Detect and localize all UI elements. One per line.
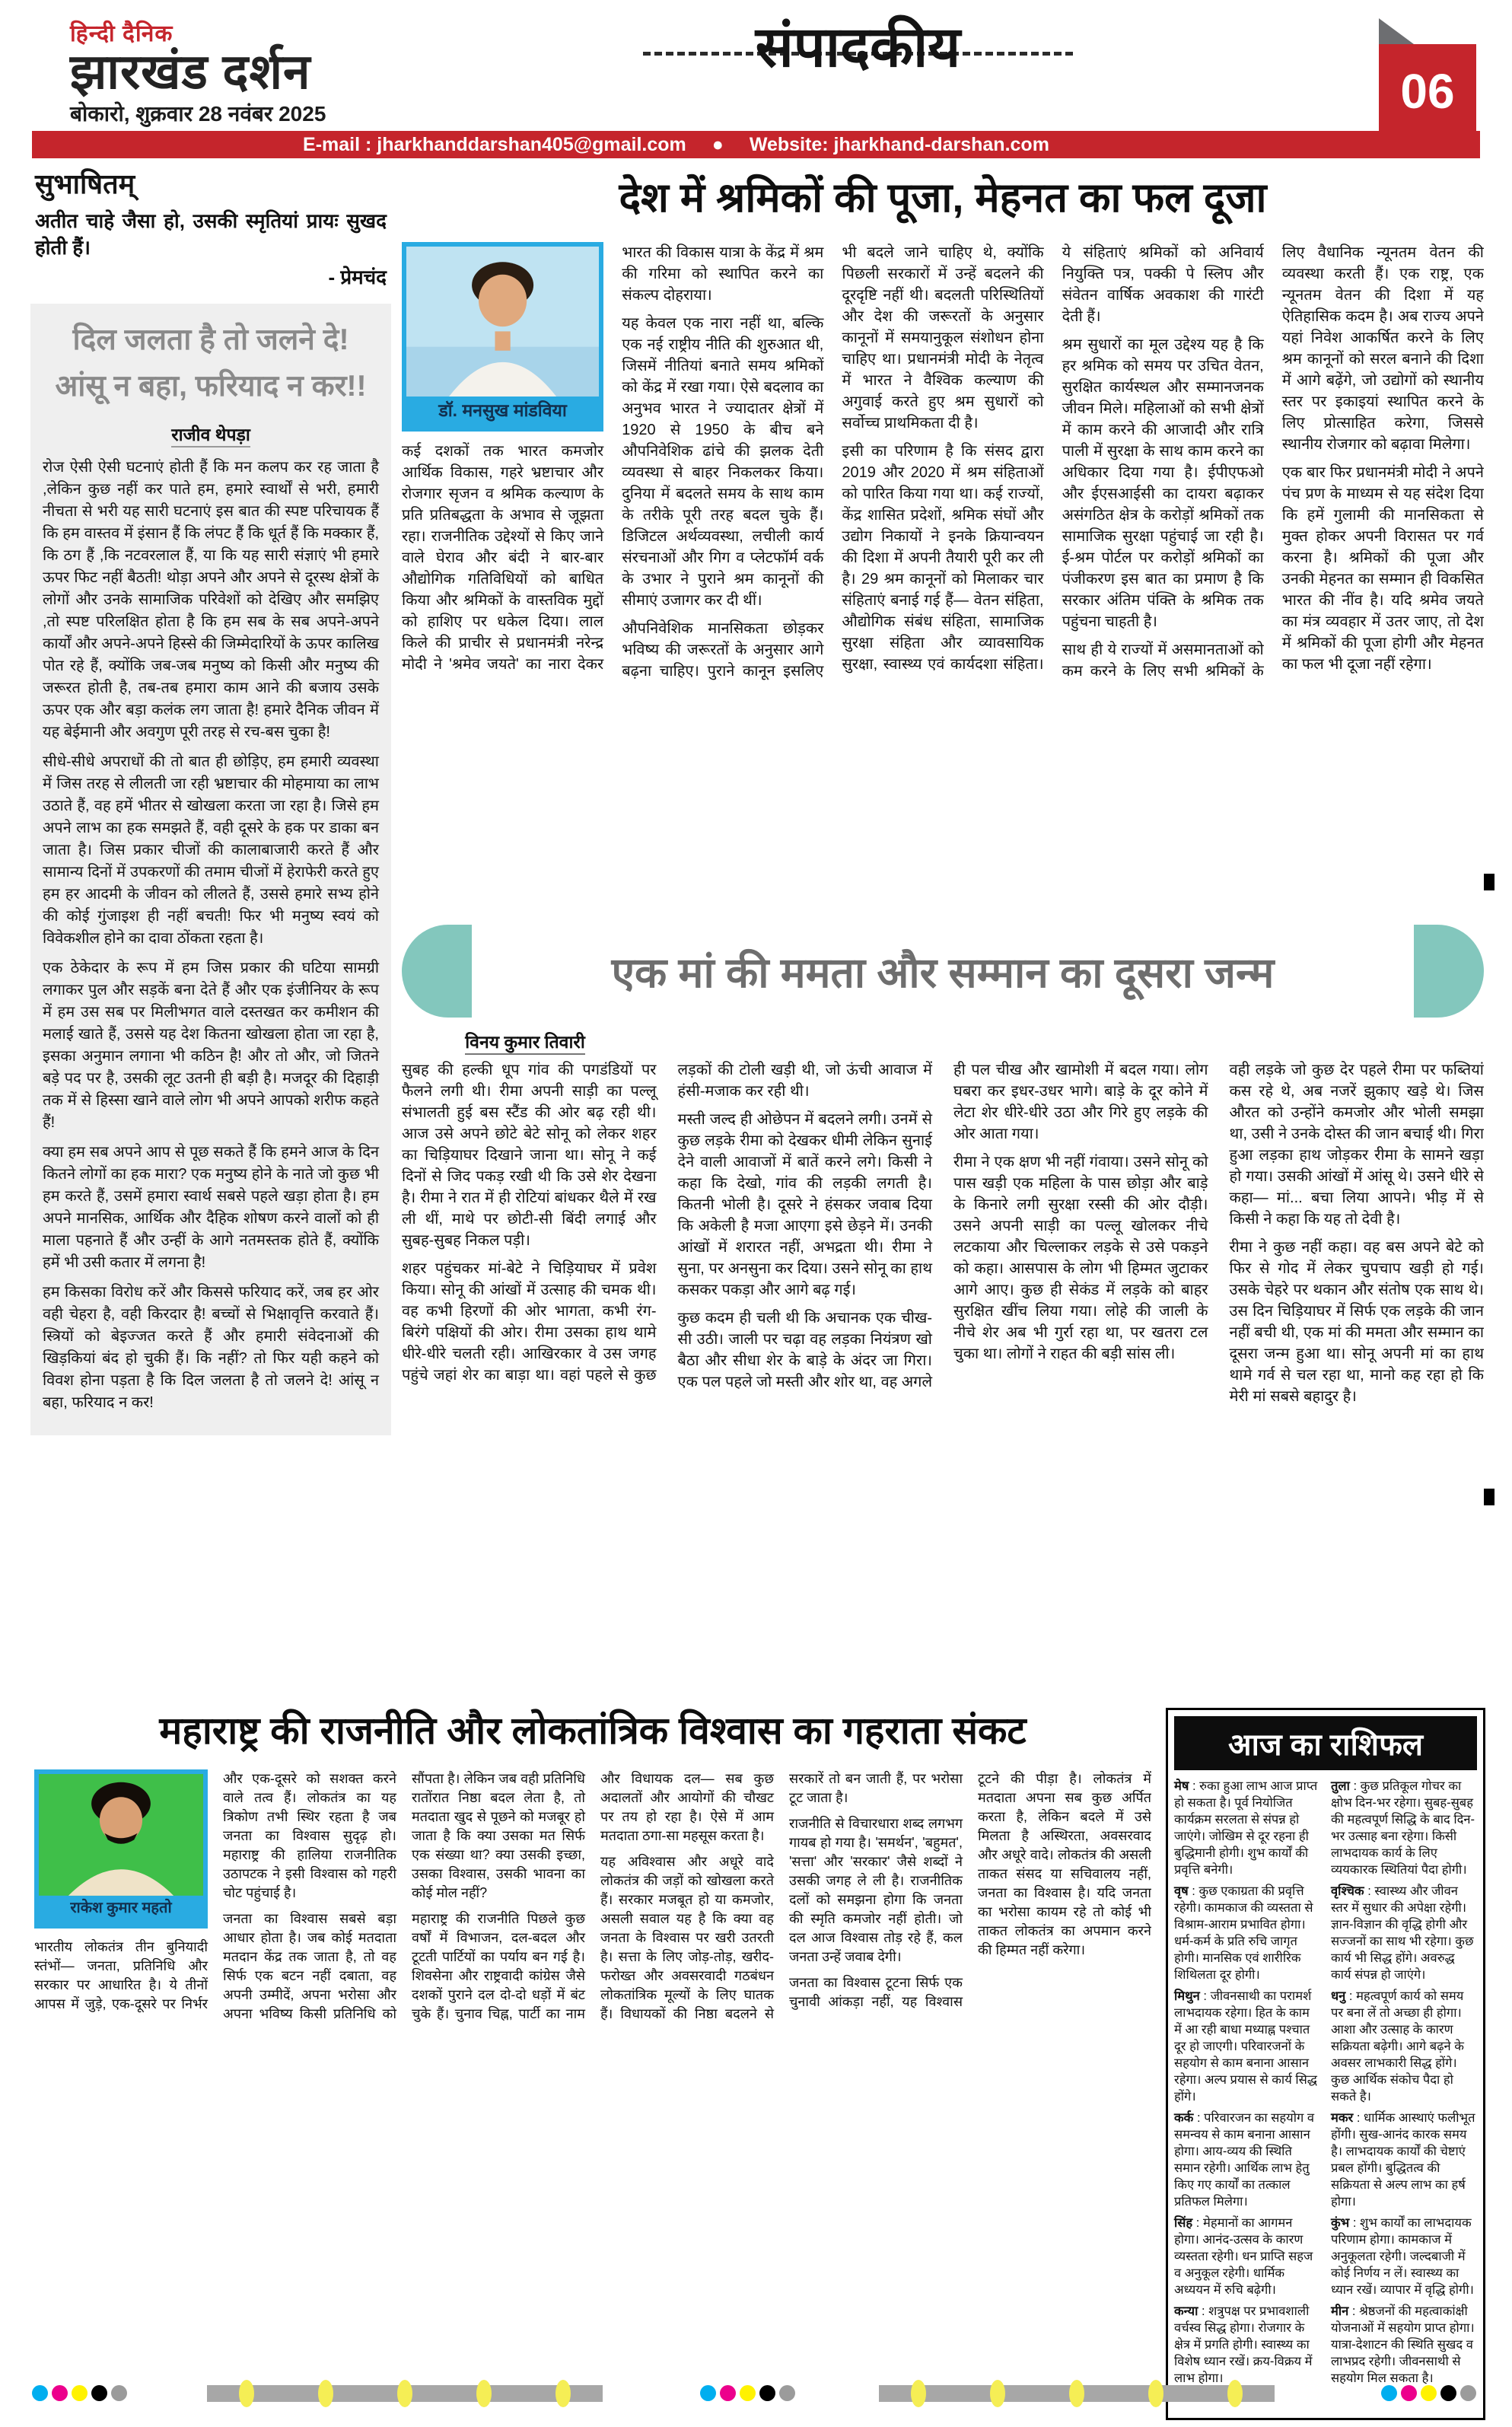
zodiac-sign: मकर bbox=[1331, 2111, 1354, 2125]
author-photo-card bbox=[402, 242, 603, 432]
section-title: संपादकीय bbox=[755, 15, 961, 78]
pull-quote: दिल जलता है तो जलने दे! आंसू न बहा, फरियाद न कर!! bbox=[55, 323, 367, 403]
paragraph: भारतीय लोकतंत्र तीन बुनियादी स्तंभों— जनता, प्रतिनिधि और सरकार पर आधारित है। ये तीनों आपस में जुड़े, एक-दूसरे पर निर्भर और एक-दूसरे को सशक्त करने वाले तत्व हैं। लोकतंत्र का यह त्रिकोण तभी स्थिर रहता है जब जनता का विश्वास सुदृढ़ हो। महाराष्ट्र की हालिया राजनीतिक उठापटक ने इसी विश्वास को गहरी चोट पहुंचाई है। bbox=[34, 1771, 396, 2011]
paragraph: रीमा ने कुछ नहीं कहा। वह बस अपने बेटे को फिर से गोद में लेकर चुपचाप खड़ी हो गई। उसके चेहरे पर थकान और संतोष एक साथ थे। उस दिन चिड़ियाघर में सिर्फ एक लड़के की जान नहीं बची थी, एक मां की ममता और सम्मान का दूसरा जन्म हुआ था। सोनू अपनी मां का हाथ थामे गर्व से चल रहा था, मानो कह रहा हो कि मेरी मां सबसे बहादुर है। bbox=[1229, 1239, 1484, 1405]
zodiac-sign: मीन bbox=[1331, 2304, 1349, 2318]
website-link[interactable]: Website: jharkhand-darshan.com bbox=[749, 133, 1049, 155]
cmyk-dots bbox=[1381, 2385, 1476, 2401]
paragraph: रीमा ने एक क्षण भी नहीं गंवाया। उसने सोनू को पास खड़ी एक महिला के पास छोड़ा और बाड़े के किनारे लगी सुरक्षा रस्सी की ओर दौड़ी। उसने अपनी साड़ी का पल्लू खोलकर नीचे लटकाया और चिल्लाकर लड़के से उसे पकड़ने को कहा। आसपास के लोग भी हिम्मत जुटाकर आगे आए। कुछ ही सेकंड में लड़के को बाहर सुरक्षित खींच लिया गया। लोहे की जाली के नीचे शेर अब भी गुर्रा रहा था, पर खतरा टल चुका था। लोगों ने राहत की बड़ी सांस ली। bbox=[953, 1154, 1208, 1362]
print-mark bbox=[1484, 1489, 1494, 1505]
section-title-block bbox=[643, 6, 1073, 105]
bullet-icon: ● bbox=[711, 133, 724, 155]
paragraph: सीधे-सीधे अपराधों की तो बात ही छोड़िए, हम हमारी व्यवस्था में जिस तरह से लीलती जा रही भ्रष्टाचार की मोहमाया का लाभ उठाते हैं, वह हमें भीतर से खोखला करता जा रहा है। जिसे हम अपने लाभ का हक समझते हैं, वही दूसरे के हक पर डाका बन जाता है। जिस प्रकार चीजों की कालाबाजारी करते हैं और सामान्य दिनों में उपकरणों की तमाम चीजों में हेराफेरी करते हुए हम हर आदमी के जीवन को लीलते हैं, उससे हमारे सभ्य होने की कोई गुंजाइश ही नहीं बचती! फिर भी मनुष्य स्वयं को विवेकशील होने का दावा ठोंकता रहता है। bbox=[43, 753, 379, 948]
paragraph: वही लड़के जो कुछ देर पहले रीमा पर फब्तियां कस रहे थे, अब नजरें झुकाए खड़े थे। जिस औरत को उन्होंने कमजोर और भोली समझा था, उसी ने उनके दोस्त की जान बचाई थी। गिरा हुआ लड़का हाथ जोड़कर रीमा के सामने खड़ा हो गया। उसकी आंखों में आंसू थे। उसने धीरे से कहा— मां... बचा लिया आपने। भीड़ में से किसी ने कहा कि यह तो देवी है। bbox=[1229, 1062, 1484, 1228]
paragraph: राजनीति से विचारधारा शब्द लगभग गायब हो गया है। 'समर्थन', 'बहुमत', 'सत्ता' और 'सरकार' जैसे शब्दों ने उसकी जगह ले ली है। राजनीतिक दलों को समझना होगा कि जनता की स्मृति कमजोर नहीं होती। जो दल आज विश्वास तोड़ रहे हैं, कल जनता उन्हें जवाब देगी। bbox=[789, 1816, 963, 1964]
author-photo-card bbox=[34, 1769, 208, 1929]
author-photo-caption: डॉ. मनसुख मांडविया bbox=[406, 397, 599, 427]
page-number: 06 bbox=[1400, 64, 1455, 119]
horoscope-entry: मिथुन : जीवनसाथी का परामर्श लाभदायक रहेगा। हित के काम में आ रही बाधा मध्याह्न पश्चात दूर हो जाएगी। परिवारजनों के सहयोग से काम बनाना आसान रहेगा। अल्प प्रयास से कार्य सिद्ध होंगे। bbox=[1174, 1989, 1317, 2104]
paragraph: रोज ऐसी ऐसी घटनाएं होती हैं कि मन कलप कर रह जाता है ,लेकिन कुछ नहीं कर पाते हम, हमारे स्वार्थों से भरी, हमारी नीचता से भरी यह सारी घटनाएं इस बात की स्पष्ट परिचायक हैं कि हम वास्तव में इंसान हैं कि लंपट हैं कि धूर्त हैं कि मक्कार हैं, कि ठग हैं ,कि नटवरलाल हैं, या कि यह सारी संज्ञाएं भी हमारे ऊपर फिट नहीं बैठती! थोड़ा अपने और अपने से दूरस्थ क्षेत्रों के लोगों और उनके सामाजिक परिवेशों को देखिए और समझिए ,तो स्पष्ट परिलक्षित होता है कि हम सब के सब अपने-अपने कार्यों और अपने-अपने हिस्से की जिम्मेदारियों के ऊपर कालिख पोत रहे हैं, क्योंकि जब-जब मनुष्य को किसी और मनुष्य की जरूरत होती है, तब-तब हमारा काम आने की बजाय उसके ऊपर एक और बड़ा कलंक लग जाता है! हमारे दैनिक जीवन में यह बेईमानी और अवगुण पूरी तरह से रच-बस चुका है! bbox=[43, 459, 379, 741]
third-headline: महाराष्ट्र की राजनीति और लोकतांत्रिक विश्वास का गहराता संकट bbox=[159, 1709, 1027, 1752]
zodiac-sign: वृश्चिक bbox=[1331, 1884, 1364, 1898]
paragraph: कई दशकों तक भारत कमजोर आर्थिक विकास, गहरे भ्रष्टाचार और रोजगार सृजन व श्रमिक कल्याण के प्रति प्रतिबद्धता के अभाव से जूझता रहा। राजनीतिक उद्देश्यों से किए जाने वाले घेराव और बंदी ने बार-बार औद्योगिक गतिविधियों को बाधित किया और श्रमिकों के वास्तविक मुद्दों को हाशिए पर धकेल दिया। लाल किले की प्राचीर से प्रधानमंत्री नरेन्द्र मोदी ने 'श्रमेव जयते' का नारा देकर भारत की विकास यात्रा के केंद्र में श्रम की गरिमा को स्थापित करने का संकल्प दोहराया। bbox=[402, 244, 824, 674]
horoscope-entry: कर्क : परिवारजन का सहयोग व समन्वय से काम बनाना आसान होगा। आय-व्यय की स्थिति समान रहेगी। आर्थिक लाभ हेतु किए गए कार्यों का तत्काल प्रतिफल मिलेगा। bbox=[1174, 2111, 1315, 2209]
horoscope-box bbox=[1166, 1708, 1485, 2420]
paragraph: यह केवल एक नारा नहीं था, बल्कि एक नई राष्ट्रीय नीति की शुरुआत थी, जिसमें नीतियां बनाते समय श्रमिकों को केंद्र में रखा गया। ऐसे बदलाव का अनुभव भारत ने ज्यादातर क्षेत्रों में 1920 से 1950 के बीच बने औपनिवेशिक ढांचे की झलक देती व्यवस्था से बाहर निकलकर किया। दुनिया में बदलते समय के साथ काम के तरीके पूरी तरह बदल चुके हैं। डिजिटल अर्थव्यवस्था, लचीली कार्य संरचनाओं और गिग व प्लेटफॉर्म वर्क के उभार ने पुराने श्रम कानूनों की सीमाएं उजागर कर दी थीं। bbox=[622, 315, 824, 609]
paragraph: कुछ कदम ही चली थी कि अचानक एक चीख-सी उठी। जाली पर चढ़ा वह लड़का नियंत्रण खो बैठा और सीधा शेर के बाड़े के अंदर जा गिरा। एक पल पहले जो मस्ती और शोर था, वह अगले ही पल चीख और खामोशी में बदल गया। लोग घबरा कर इधर-उधर भागे। बाड़े के दूर कोने में लेटा शेर धीरे-धीरे उठा और गिरे हुए लड़के की ओर आता गया। bbox=[677, 1062, 1208, 1390]
paragraph: एक ठेकेदार के रूप में हम जिस प्रकार की घटिया सामग्री लगाकर पुल और सड़कें बना देते हैं और एक इंजीनियर के रूप में हम उस सब पर मिलीभगत वाले दस्तखत कर कमीशन की मलाई खाते हैं, उससे यह देश कितना खोखला होता जा रहा है, इसका अनुमान लगाना भी कठिन है! और तो और, जो जितने बड़े पद पर है, उसकी लूट उतनी ही बड़ी है। मजदूर की दिहाड़ी तक में से हिस्सा खाने वाले लोग भी अपने आपको शरीफ कहते हैं! bbox=[43, 960, 379, 1132]
paragraph: महाराष्ट्र की राजनीति पिछले कुछ वर्षों में विभाजन, दल-बदल और टूटती पार्टियों का पर्याय बन गई है। शिवसेना और राष्ट्रवादी कांग्रेस जैसे दशकों पुराने दल दो-दो धड़ों में बंट चुके हैं। चुनाव चिह्न, पार्टी का नाम और विधायक दल— सब कुछ अदालतों और आयोगों की चौखट पर तय हो रहा है। ऐसे में आम मतदाता ठगा-सा महसूस करता है। bbox=[412, 1771, 774, 2021]
paragraph: एक बार फिर प्रधानमंत्री मोदी ने अपने पंच प्रण के माध्यम से यह संदेश दिया कि हमें गुलामी की मानसिकता से मुक्त होकर अपनी विरासत पर गर्व करना है। श्रमिकों की पूजा और उनकी मेहनत का सम्मान ही विकसित भारत की नींव है। यदि श्रमेव जयते का मंत्र व्यवहार में उतर जाए, तो देश में श्रमिकों की पूजा होगी और मेहनत का फल भी दूजा नहीं रहेगा। bbox=[1281, 464, 1484, 673]
horoscope-entry: मीन : श्रेष्ठजनों की महत्वाकांक्षी योजनाओं में सहयोग प्राप्त होगा। यात्रा-देशाटन की स्थिति सुखद व लाभप्रद रहेगी। जीवनसाथी से सहयोग मिल सकता है। bbox=[1331, 2304, 1475, 2385]
zodiac-sign: धनु bbox=[1331, 1989, 1346, 2003]
zodiac-sign: कुंभ bbox=[1331, 2216, 1350, 2230]
horoscope-entry: कुंभ : शुभ कार्यों का लाभदायक परिणाम होगा। कामकाज में अनुकूलता रहेगी। जल्दबाजी में कोई निर्णय न लें। स्वास्थ्य का ध्यान रखें। व्यापार में वृद्धि होगी। bbox=[1331, 2216, 1474, 2297]
zodiac-sign: तुला bbox=[1331, 1779, 1350, 1793]
paragraph: हम किसका विरोध करें और किससे फरियाद करें, जब हर ओर वही चेहरा है, वही किरदार है! बच्चों से भिक्षावृत्ति करवाते हैं। स्त्रियों को बेइज्जत करते हैं और हमारी संवेदनाओं की खिड़कियां बंद हो चुकी हैं। कि नहीं? तो फिर यही कहने को विवश होना पड़ता है कि दिल जलता है तो जलने दे! आंसू न बहा, फरियाद न कर! bbox=[43, 1284, 379, 1412]
paragraph: श्रम सुधारों का मूल उद्देश्य यह है कि हर श्रमिक को समय पर उचित वेतन, सुरक्षित कार्यस्थल और सम्मानजनक जीवन मिले। महिलाओं को सभी क्षेत्रों में काम करने की आजादी और रात्रि पाली में सुरक्षा के साथ काम करने का अधिकार दिया गया है। ईपीएफओ और ईएसआईसी का दायरा बढ़ाकर असंगठित क्षेत्र के करोड़ों श्रमिकों तक सामाजिक सुरक्षा पहुंचाई जा रही है। ई-श्रम पोर्टल पर करोड़ों श्रमिकों का पंजीकरण इस बात का प्रमाण है कि सरकार अंतिम पंक्ति के श्रमिक तक पहुंचना चाहती है। bbox=[1062, 336, 1264, 630]
author-photo bbox=[39, 1774, 203, 1896]
zodiac-sign: सिंह bbox=[1174, 2216, 1193, 2230]
registration-bar bbox=[207, 2385, 603, 2402]
second-article-body bbox=[402, 1059, 1484, 1659]
paragraph: जनता का विश्वास टूटना सिर्फ एक चुनावी आंकड़ा नहीं, यह विश्वास टूटने की पीड़ा है। लोकतंत्र में मतदाता अपना सब कुछ अर्पित करता है, लेकिन बदले में उसे मिलता है अस्थिरता, अवसरवाद और अधूरे वादे। लोकतंत्र की असली ताकत संसद या सचिवालय नहीं, जनता का विश्वास है। यदि जनता का भरोसा कायम रहे तो कोई भी ताकत लोकतंत्र का अपमान करने की हिम्मत नहीं करेगा। bbox=[789, 1771, 1151, 2009]
paragraph: क्या हम सब अपने आप से पूछ सकते हैं कि हमने आज के दिन कितने लोगों का हक मारा? एक मनुष्य होने के नाते जो कुछ भी हम करते हैं, उसमें हमारा स्वार्थ सबसे पहले खड़ा होता है। हम अपने मानसिक, आर्थिक और दैहिक शोषण करने वालों को ही माला पहनाते हैं और उन्हीं के आगे नतमस्तक होते हैं, क्योंकि हमें भी उसी कतार में लगना है! bbox=[43, 1144, 379, 1272]
paragraph: सुबह की हल्की धूप गांव की पगडंडियों पर फैलने लगी थी। रीमा अपनी साड़ी का पल्लू संभालती हुई बस स्टैंड की ओर बढ़ रही थी। आज उसे अपने छोटे बेटे सोनू को लेकर शहर का चिड़ियाघर दिखाने जाना था। सोनू ने कई दिनों से जिद पकड़ रखी थी कि उसे शेर देखना है। रीमा ने रात में ही रोटियां बांधकर थैले में रख ली थीं, माथे पर छोटी-सी बिंदी लगाई और सुबह-सुबह निकल पड़ी। bbox=[402, 1062, 657, 1249]
paragraph: औपनिवेशिक मानसिकता छोड़कर भविष्य की जरूरतों के अनुसार आगे बढ़ना चाहिए। पुराने कानून इसलिए भी बदले जाने चाहिए थे, क्योंकि पिछली सरकारों में उन्हें बदलने की दूरदृष्टि नहीं थी। बदलती परिस्थितियों और देश की जरूरतों के अनुसार कानूनों में समयानुकूल संशोधन होना चाहिए था। प्रधानमंत्री मोदी के नेतृत्व में भारत ने वैश्विक कल्याण की अगुवाई करते हुए श्रम सुधारों को सर्वोच्च प्राथमिकता दी है। bbox=[622, 244, 1044, 680]
horoscope-entry: वृश्चिक : स्वास्थ्य और जीवन स्तर में सुधार की अपेक्षा रहेगी। ज्ञान-विज्ञान की वृद्धि होगी और सज्जनों का साथ भी रहेगा। कुछ कार्य भी सिद्ध होंगे। अवरुद्ध कार्य संपन्न हो जाएंगे। bbox=[1331, 1884, 1474, 1982]
horoscope-entry: मकर : धार्मिक आस्थाएं फलीभूत होंगी। सुख-आनंद कारक समय है। लाभदायक कार्यों की चेष्टाएं प्रबल होंगी। बुद्धितत्व की सक्रियता से अल्प लाभ का हर्ष होगा। bbox=[1331, 2111, 1475, 2209]
registration-bar bbox=[879, 2385, 1275, 2402]
second-article-byline: विनय कुमार तिवारी bbox=[426, 1029, 624, 1053]
horoscope-entry: धनु : महत्वपूर्ण कार्य को समय पर बना लें तो अच्छा ही होगा। आशा और उत्साह के कारण सक्रियता बढ़ेगी। आगे बढ़ने के अवसर लाभकारी सिद्ध होंगे। कुछ आर्थिक संकोच पैदा हो सकते है। bbox=[1331, 1989, 1464, 2104]
horoscope-entry: सिंह : मेहमानों का आगमन होगा। आनंद-उत्सव के कारण व्यस्तता रहेगी। धन प्राप्ति सहज व अनुकूल रहेगी। धार्मिक अध्ययन में रुचि बढ़ेगी। bbox=[1174, 2216, 1313, 2297]
horoscope-entries bbox=[1174, 1778, 1477, 2391]
third-article-body bbox=[34, 1769, 1151, 2369]
teal-cap-right bbox=[1414, 925, 1484, 1018]
cmyk-dots bbox=[32, 2385, 127, 2401]
paragraph: मस्ती जल्द ही ओछेपन में बदलने लगी। उनमें से कुछ लड़के रीमा को देखकर धीमी लेकिन सुनाई देने वाली आवाजों में बातें करने लगे। किसी ने कहा कि देखो, गांव की लड़की लगती है। कितनी भोली है। दूसरे ने हंसकर जवाब दिया कि अकेली है मजा आएगा इसे छेड़ने में। उनकी आंखों में शरारत नहीं, अभद्रता थी। रीमा ने सुना, पर अनसुना कर दिया। उसने सोनू का हाथ कसकर पकड़ा और आगे बढ़ गई। bbox=[677, 1111, 932, 1298]
cmyk-dots bbox=[700, 2385, 795, 2401]
horoscope-entry: तुला : कुछ प्रतिकूल गोचर का क्षोभ दिन-भर रहेगा। सुबह-सुबह की महत्वपूर्ण सिद्धि के बाद दिन-भर उत्साह बना रहेगा। किसी लाभदायक कार्य के लिए व्ययकारक स्थितियां पैदा होगी। bbox=[1331, 1779, 1475, 1877]
paragraph: शहर पहुंचकर मां-बेटे ने चिड़ियाघर में प्रवेश किया। सोनू की आंखों में उत्साह की चमक थी। वह कभी हिरणों की ओर भागता, कभी रंग-बिरंगे पक्षियों की ओर। रीमा उसका हाथ थामे धीरे-धीरे चलती रही। आखिरकार वे उस जगह पहुंचे जहां शेर का बाड़ा था। वहां पहले से कुछ लड़कों की टोली खड़ी थी, जो ऊंची आवाज में हंसी-मजाक कर रही थी। bbox=[402, 1062, 932, 1384]
zodiac-sign: कर्क bbox=[1174, 2111, 1194, 2125]
dateline: बोकारो, शुक्रवार 28 नवंबर 2025 bbox=[70, 102, 326, 126]
page-number-box bbox=[1379, 44, 1476, 139]
zodiac-sign: वृष bbox=[1174, 1884, 1189, 1898]
zodiac-sign: मेष bbox=[1174, 1779, 1189, 1793]
paragraph: साथ ही ये राज्यों में असमानताओं को कम करने के लिए सभी श्रमिकों के लिए वैधानिक न्यूनतम वेतन की व्यवस्था करती हैं। एक राष्ट्र, एक न्यूनतम वेतन की दिशा में यह ऐतिहासिक कदम है। अब राज्य अपने यहां निवेश आकर्षित करने के लिए श्रम कानूनों को सरल बनाने की दिशा में आगे बढ़ेंगे, जो उद्योगों को स्थानीय स्तर पर इकाइयां स्थापित करने के लिए प्रोत्साहित करेगा, जिससे स्थानीय रोजगार को बढ़ावा मिलेगा। bbox=[1062, 244, 1484, 680]
horoscope-entry: वृष : कुछ एकाग्रता की प्रवृत्ति रहेगी। कामकाज की व्यस्तता से विश्राम-आराम प्रभावित होगा। धर्म-कर्म के प्रति रुचि जागृत होगी। मानसिक एवं शारीरिक शिथिलता दूर होगी। bbox=[1174, 1884, 1313, 1982]
subhashitam-column bbox=[30, 161, 391, 1662]
author-photo-caption: राकेश कुमार महतो bbox=[39, 1896, 203, 1924]
email-link[interactable]: E-mail : jharkhanddarshan405@gmail.com bbox=[303, 133, 686, 155]
horoscope-entry: मेष : रुका हुआ लाभ आज प्राप्त हो सकता है। पूर्व नियोजित कार्यक्रम सरलता से संपन्न हो जाएंगे। जोखिम से दूर रहना ही बुद्धिमानी होगी। शुभ कार्यों की प्रवृत्ति बनेगी। bbox=[1174, 1779, 1318, 1877]
print-mark bbox=[1484, 874, 1494, 890]
subhashitam-block bbox=[30, 161, 391, 298]
horoscope-entry: कन्या : शत्रुपक्ष पर प्रभावशाली वर्चस्व सिद्ध होगा। रोजगार के क्षेत्र में प्रगति होगी। स्वास्थ्य का विशेष ध्यान रखें। क्रय-विक्रय में लाभ होगा। bbox=[1174, 2304, 1313, 2385]
main-headline: देश में श्रमिकों की पूजा, मेहनत का फल दूजा bbox=[619, 175, 1267, 221]
edition-label: हिन्दी दैनिक bbox=[70, 21, 173, 46]
contact-bar bbox=[32, 131, 1480, 158]
newspaper-logo: झारखंड दर्शन bbox=[70, 44, 311, 99]
masthead-block bbox=[70, 21, 311, 99]
main-article-body bbox=[402, 242, 1484, 915]
paragraph: यह अविश्वास और अधूरे वादे लोकतंत्र की जड़ों को खोखला करते हैं। सरकार मजबूत हो या कमजोर, असली सवाल यह है कि क्या वह जनता के विश्वास पर खरी उतरती है। सत्ता के लिए जोड़-तोड़, खरीद-फरोख्त और अवसरवादी गठबंधन लोकतांत्रिक मूल्यों के लिए घातक हैं। विधायकों की निष्ठा बदलने से सरकारें तो बन जाती हैं, पर भरोसा टूट जाता है। bbox=[600, 1771, 963, 2021]
paragraph: जनता का विश्वास सबसे बड़ा आधार होता है। जब कोई मतदाता मतदान केंद्र तक जाता है, तो वह सिर्फ एक बटन नहीं दबाता, वह अपनी उम्मीदें, अपना भरोसा और अपना भविष्य किसी प्रतिनिधि को सौंपता है। लेकिन जब वही प्रतिनिधि रातोंरात निष्ठा बदल लेता है, तो मतदाता खुद से पूछने को मजबूर हो जाता है कि क्या उसका मत सिर्फ एक संख्या था? क्या उसकी इच्छा, उसका विश्वास, उसकी भावना का कोई मोल नहीं? bbox=[223, 1771, 585, 2021]
subhashitam-heading: सुभाषितम् bbox=[35, 168, 135, 199]
teal-cap-left bbox=[402, 925, 472, 1018]
corner-fold-icon bbox=[1379, 18, 1414, 44]
opinion-body bbox=[43, 457, 379, 1414]
zodiac-sign: मिथुन bbox=[1174, 1989, 1200, 2003]
second-headline-band bbox=[402, 925, 1484, 1018]
quote-attribution: - प्रेमचंद bbox=[328, 266, 387, 289]
opinion-column bbox=[30, 304, 391, 1435]
second-headline: एक मां की ममता और सम्मान का दूसरा जन्म bbox=[611, 948, 1275, 996]
subhashitam-quote: अतीत चाहे जैसा हो, उसकी स्मृतियां प्रायः सुखद होती हैं। bbox=[35, 209, 387, 260]
column-author: राजीव थेपड़ा bbox=[43, 422, 379, 446]
horoscope-title: आज का राशिफल bbox=[1174, 1716, 1477, 1770]
paragraph: इसी का परिणाम है कि संसद द्वारा 2019 और 2020 में श्रम संहिताओं को पारित किया गया था। कई राज्यों, केंद्र शासित प्रदेशों, श्रमिक संघों और उद्योग निकायों ने इनके क्रियान्वयन की दिशा में अपनी तैयारी पूरी कर ली है। 29 श्रम कानूनों को मिलाकर चार संहिताएं बनाई गई हैं— वेतन संहिता, औद्योगिक संबंध संहिता, सामाजिक सुरक्षा संहिता और व्यावसायिक सुरक्षा, स्वास्थ्य एवं कार्यदशा संहिता। ये संहिताएं श्रमिकों को अनिवार्य नियुक्ति पत्र, पक्की पे स्लिप और संवेतन वार्षिक अवकाश की गारंटी देती हैं। bbox=[842, 244, 1264, 673]
author-photo bbox=[406, 247, 599, 397]
zodiac-sign: कन्या bbox=[1174, 2304, 1198, 2318]
